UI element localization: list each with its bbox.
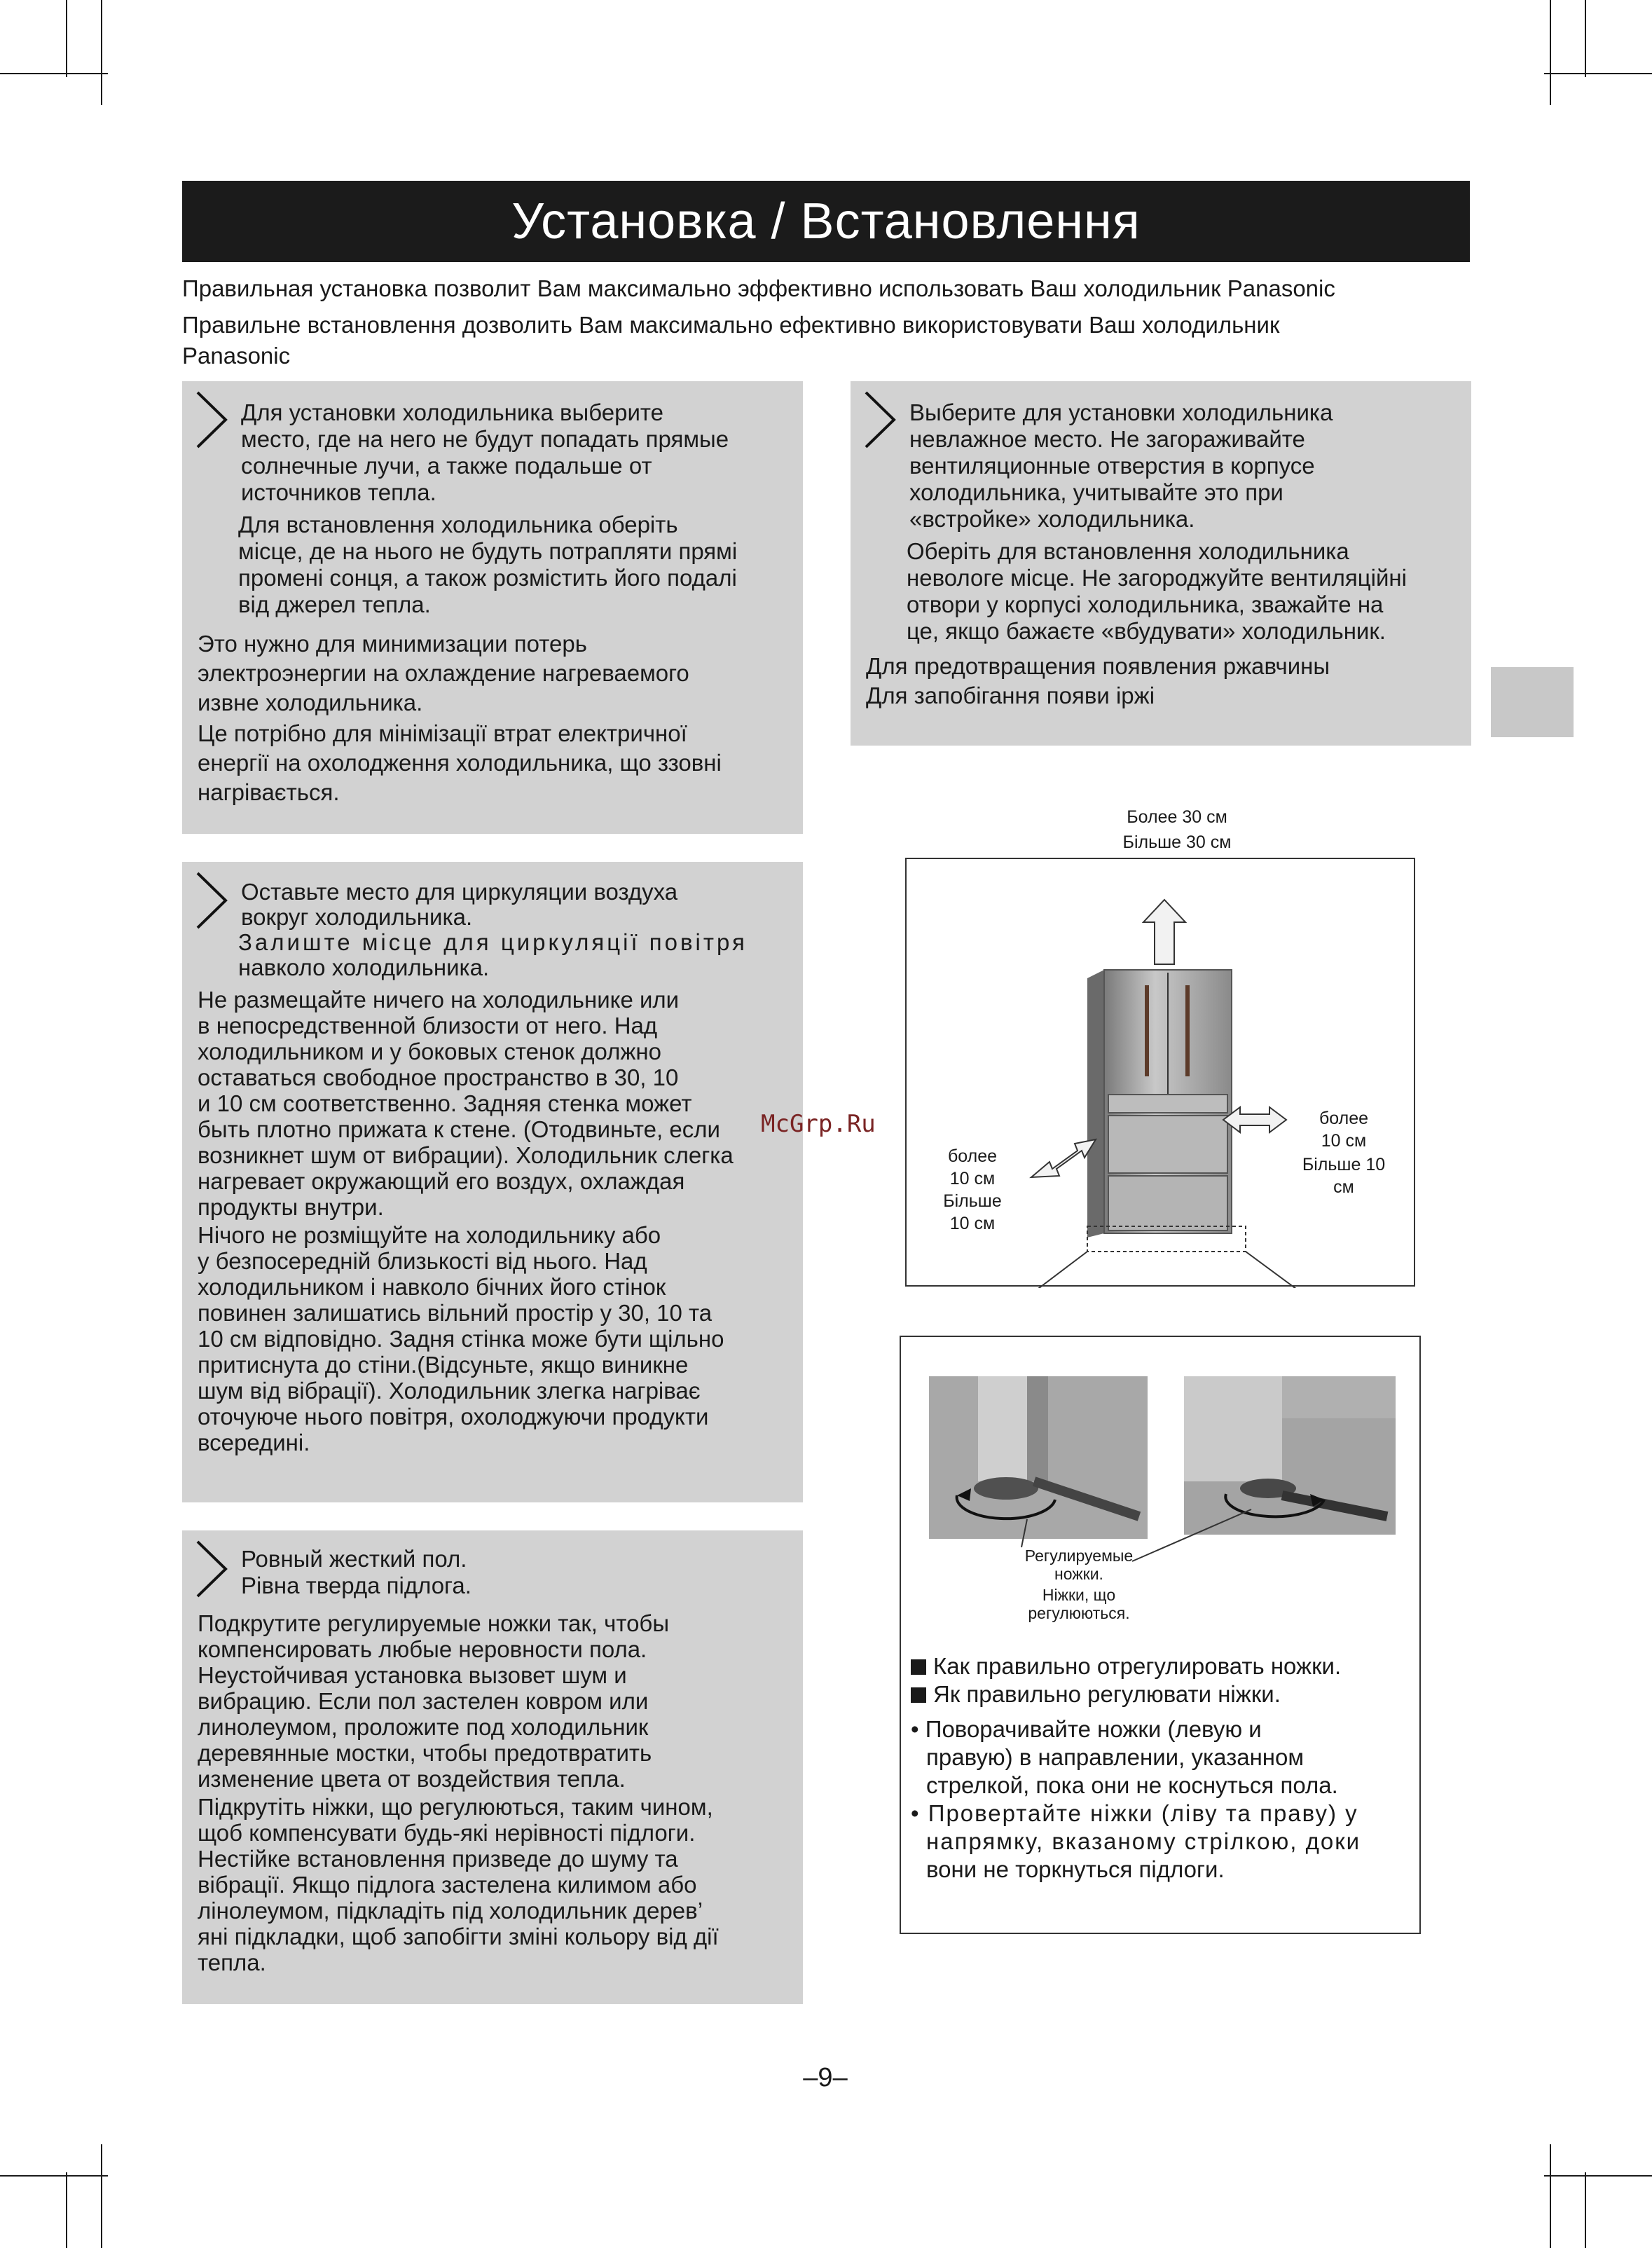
crop-mark [0,2175,108,2177]
box4-body-uk-4: вібрації. Якщо підлога застелена килимом або [198,1872,697,1898]
box1-body-uk-3: нагрівається. [198,779,340,805]
box3-head-ru-1: Оставьте место для циркуляции воздуха [241,879,678,905]
box1-head-uk-2: місце, де на нього не будуть потрапляти прямі [238,538,738,564]
box1-head-uk-1: Для встановлення холодильника оберіть [238,512,678,537]
box4-body-ru-3: Неустойчивая установка вызовет шум и [198,1662,627,1688]
box2-head-ru-2: невлажное место. Не загораживайте [909,426,1305,452]
square-bullet-icon [911,1659,926,1675]
box2-head-ru-1: Выберите для установки холодильника [909,399,1333,425]
crop-mark [1550,2144,1551,2248]
crop-mark [66,2172,67,2248]
leg-label-pointer [901,1337,1422,1617]
box1-body-uk-1: Це потрібно для мінімізації втрат електричної [198,720,687,746]
page-title: Установка / Встановлення [182,181,1470,262]
clearance-right-label-1: более [1319,1109,1369,1128]
clearance-right-label-3: Більше 10 [1302,1155,1386,1174]
adjust-bullet-uk-3: вони не торкнуться підлоги. [926,1856,1225,1882]
box3-body-uk-3: холодильником і навколо бічних його стінок [198,1274,666,1300]
clearance-right-label-2: 10 см [1321,1131,1367,1151]
box-sunlight [182,381,803,834]
adjust-bullet-ru-1: • Поворачивайте ножки (левую и [911,1716,1262,1742]
crop-mark [1585,2172,1586,2248]
box3-body-uk-6: притиснута до стіни.(Відсуньте, якщо виникне [198,1352,689,1378]
crop-mark [101,0,102,105]
box1-body-ru-1: Это нужно для минимизации потерь [198,631,587,657]
clearance-left-label-2: 10 см [949,1169,996,1188]
crop-mark [66,0,67,77]
box4-body-ru-5: линолеумом, проложите под холодильник [198,1714,649,1740]
box4-body-ru-6: деревянные мостки, чтобы предотвратить [198,1740,652,1766]
legs-label-1: Регулируемые [1024,1547,1134,1565]
legs-label-2: ножки. [1054,1565,1103,1583]
box3-head-uk-2: навколо холодильника. [238,954,490,980]
intro-uk: Правильне встановлення дозволить Вам максимально ефективно використовувати Ваш холодильник [182,312,1280,338]
section-tab [1491,667,1574,737]
box1-head-ru-3: солнечные лучи, а также подальше от [241,453,652,479]
box4-body-ru-7: изменение цвета от воздействия тепла. [198,1766,626,1792]
legs-label-3: Ніжки, що [1042,1586,1116,1604]
box4-body-uk-3: Нестійке встановлення призведе до шуму та [198,1846,678,1872]
triangle-marker-icon [862,390,898,450]
box2-head-uk-1: Оберіть для встановлення холодильника [907,538,1349,564]
box4-body-uk-1: Підкрутіть ніжки, що регулюються, таким чином, [198,1794,713,1820]
clearance-left-label-4: 10 см [949,1214,996,1233]
box4-body-ru-1: Подкрутите регулируемые ножки так, чтобы [198,1610,670,1636]
adjust-bullet-uk-2: напрямку, вказаному стрілкою, доки [926,1828,1361,1854]
box2-head-uk-2: невологе місце. Не загороджуйте вентиляційні [907,565,1407,591]
box2-body-2: Для запобігання появи іржі [866,683,1155,708]
crop-mark [101,2144,102,2248]
box3-body-uk-8: оточуюче нього повітря, охолоджуючи продукти [198,1404,709,1430]
box1-head-ru-1: Для установки холодильника выберите [241,399,664,425]
box3-body-ru-6: быть плотно прижата к стене. (Отодвиньте, если [198,1116,720,1142]
box4-head-uk: Рівна тверда підлога. [241,1572,471,1598]
watermark: McGrp.Ru [761,1110,876,1138]
clearance-left-label-3: Більше [943,1191,1002,1211]
box1-body-ru-3: извне холодильника. [198,690,423,715]
triangle-marker-icon [193,390,230,450]
intro-uk-cont: Panasonic [182,343,291,369]
box3-head-ru-2: вокруг холодильника. [241,904,473,930]
box4-body-ru-2: компенсировать любые неровности пола. [198,1636,647,1662]
adjust-bullet-ru-2: правую) в направлении, указанном [926,1744,1305,1770]
box3-body-uk-5: 10 см відповідно. Задня стінка може бути щільно [198,1326,724,1352]
box3-body-ru-4: оставаться свободное пространство в 30, 10 [198,1064,679,1090]
crop-mark [1544,73,1652,74]
box1-body-ru-2: электроэнергии на охлаждение нагреваемого [198,660,689,686]
box2-head-uk-3: отвори у корпусі холодильника, зважайте на [907,591,1384,617]
box4-body-uk-7: тепла. [198,1949,266,1975]
box1-head-uk-3: промені сонця, а також розмістить його подалі [238,565,737,591]
box2-head-uk-4: це, якщо бажаєте «вбудувати» холодильник. [907,618,1386,644]
adjust-heading-ru: Как правильно отрегулировать ножки. [911,1652,1341,1680]
box3-body-ru-9: продукты внутри. [198,1194,384,1220]
square-bullet-icon [911,1687,926,1703]
adjust-heading-uk: Як правильно регулювати ніжки. [911,1680,1281,1708]
clearance-right-label-4: см [1333,1177,1354,1197]
box3-body-ru-7: возникнет шум от вибрации). Холодильник слегка [198,1142,734,1168]
box4-body-uk-2: щоб компенсувати будь-які нерівності підлоги. [198,1820,696,1846]
clearance-top-label-ru: Более 30 см [1127,807,1227,827]
page-number: –9– [803,2063,848,2092]
clearance-diagram [905,858,1415,1287]
box1-head-ru-2: место, где на него не будут попадать прямые [241,426,729,452]
intro-ru: Правильная установка позволит Вам максимально эффективно использовать Ваш холодильник Panasonic [182,275,1335,301]
clearance-top-label-uk: Більше 30 см [1122,832,1232,852]
box3-body-uk-9: всередині. [198,1430,310,1455]
box-humidity [851,381,1471,746]
box3-body-ru-8: нагревает окружающий его воздух, охлаждая [198,1168,685,1194]
box3-body-ru-5: и 10 см соответственно. Задняя стенка может [198,1090,692,1116]
triangle-marker-icon [193,1539,230,1599]
box4-body-uk-6: яні підкладки, щоб запобігти зміні кольору від дії [198,1924,719,1949]
box3-body-uk-4: повинен залишатись вільний простір у 30, 10 та [198,1300,713,1326]
box2-head-ru-3: вентиляционные отверстия в корпусе [909,453,1315,479]
triangle-marker-icon [193,870,230,931]
box2-body-1: Для предотвращения появления ржавчины [866,653,1330,679]
box1-body-uk-2: енергії на охолодження холодильника, що ззовні [198,750,722,776]
crop-mark [1544,2175,1652,2177]
box2-head-ru-4: холодильника, учитывайте это при [909,479,1283,505]
box-floor [182,1530,803,2004]
clearance-left-label-1: более [947,1146,998,1166]
adjust-bullet-uk-1: • Провертайте ніжки (ліву та праву) у [911,1800,1358,1826]
crop-mark [1550,0,1551,105]
box1-head-uk-4: від джерел тепла. [238,591,431,617]
box3-body-uk-1: Нічого не розміщуйте на холодильнику або [198,1222,661,1248]
box3-head-uk-1: Залиште місце для циркуляції повітря [238,929,748,955]
crop-mark [1585,0,1586,77]
box1-head-ru-4: источников тепла. [241,479,436,505]
crop-mark [0,73,108,74]
box-air-circulation [182,862,803,1502]
box4-head-ru: Ровный жесткий пол. [241,1546,467,1572]
box3-body-ru-1: Не размещайте ничего на холодильнике или [198,987,680,1013]
legs-label-4: регулюються. [1028,1604,1130,1622]
box4-body-uk-5: лінолеумом, підкладіть під холодильник дерев’ [198,1898,703,1924]
box4-body-ru-4: вибрацию. Если пол застелен ковром или [198,1688,649,1714]
box3-body-ru-3: холодильником и у боковых стенок должно [198,1039,661,1064]
box3-body-uk-2: у безпосередній близькості від нього. Над [198,1248,647,1274]
box3-body-ru-2: в непосредственной близости от него. Над [198,1013,658,1039]
box3-body-uk-7: шум від вібрації). Холодильник злегка нагріває [198,1378,701,1404]
box2-head-ru-5: «встройке» холодильника. [909,506,1195,532]
adjust-bullet-ru-3: стрелкой, пока они не коснуться пола. [926,1772,1338,1798]
